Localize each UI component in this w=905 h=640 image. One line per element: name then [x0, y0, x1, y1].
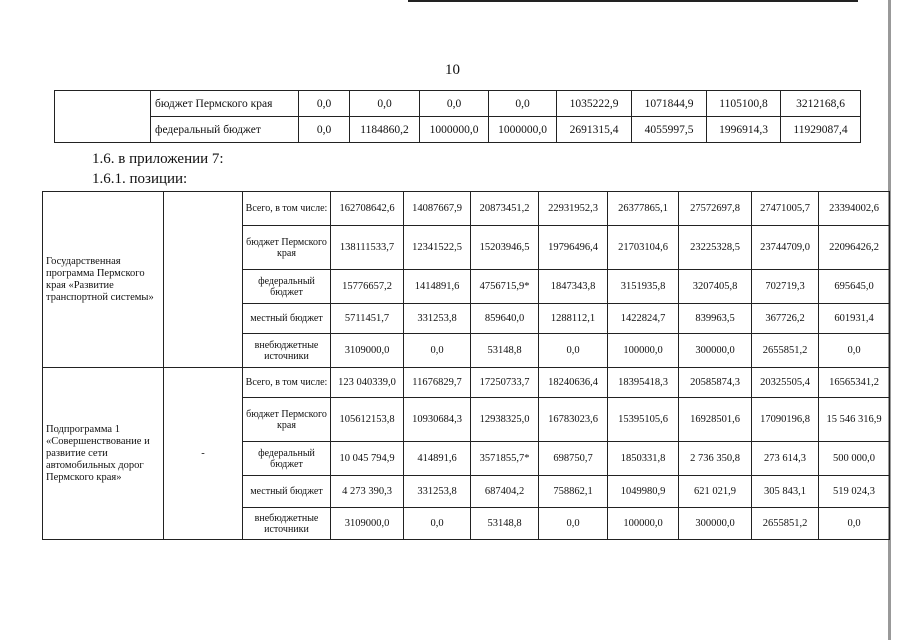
table-row [55, 91, 861, 117]
value-cell: 26377865,1 [608, 192, 679, 226]
value-cell: 1422824,7 [608, 304, 679, 334]
value-cell: 100000,0 [608, 334, 679, 368]
value-cell: 1288112,1 [539, 304, 608, 334]
program-funding-table [42, 191, 890, 540]
value-cell: 2 736 350,8 [679, 442, 752, 476]
value-cell: 20585874,3 [679, 368, 752, 398]
value-cell: 10 045 794,9 [331, 442, 404, 476]
category-cell: бюджет Пермского края [243, 226, 331, 270]
value-cell: 601931,4 [819, 304, 890, 334]
value-cell: 0,0 [299, 117, 350, 143]
value-cell: 758862,1 [539, 476, 608, 508]
value-cell: 0,0 [420, 91, 489, 117]
value-cell: 10930684,3 [404, 398, 471, 442]
value-cell: 3109000,0 [331, 334, 404, 368]
value-cell: 273 614,3 [752, 442, 819, 476]
category-cell: бюджет Пермского края [243, 398, 331, 442]
value-cell: 162708642,6 [331, 192, 404, 226]
value-cell: 0,0 [539, 334, 608, 368]
value-cell: 22931952,3 [539, 192, 608, 226]
value-cell: 1996914,3 [707, 117, 781, 143]
value-cell: 0,0 [404, 334, 471, 368]
table-row [43, 192, 890, 226]
value-cell: 1000000,0 [420, 117, 489, 143]
value-cell: 15776657,2 [331, 270, 404, 304]
value-cell: 23225328,5 [679, 226, 752, 270]
value-cell: 0,0 [350, 91, 420, 117]
value-cell: 17250733,7 [471, 368, 539, 398]
value-cell: 300000,0 [679, 334, 752, 368]
value-cell: 300000,0 [679, 508, 752, 540]
value-cell: 1035222,9 [557, 91, 632, 117]
value-cell: 105612153,8 [331, 398, 404, 442]
value-cell: 16928501,6 [679, 398, 752, 442]
value-cell: 0,0 [489, 91, 557, 117]
value-cell: 859640,0 [471, 304, 539, 334]
value-cell: 695645,0 [819, 270, 890, 304]
row-label: федеральный бюджет [151, 117, 299, 143]
value-cell: 367726,2 [752, 304, 819, 334]
value-cell: 4756715,9* [471, 270, 539, 304]
value-cell: 138111533,7 [331, 226, 404, 270]
value-cell: 0,0 [539, 508, 608, 540]
value-cell: 1071844,9 [632, 91, 707, 117]
value-cell: 20325505,4 [752, 368, 819, 398]
value-cell: 839963,5 [679, 304, 752, 334]
continued-budget-table [54, 90, 861, 143]
value-cell: 331253,8 [404, 304, 471, 334]
value-cell: 12341522,5 [404, 226, 471, 270]
program-name-cell: Государственная программа Пермского края «Развитие транспортной системы» [43, 192, 164, 368]
value-cell: 1184860,2 [350, 117, 420, 143]
subsection-heading: 1.6.1. позиции: [92, 171, 188, 187]
value-cell: 305 843,1 [752, 476, 819, 508]
value-cell: 16565341,2 [819, 368, 890, 398]
value-cell: 17090196,8 [752, 398, 819, 442]
value-cell: 14087667,9 [404, 192, 471, 226]
program-name-cell: Подпрограмма 1 «Совершенствование и развитие сети автомобильных дорог Пермского края» [43, 368, 164, 540]
value-cell: 20873451,2 [471, 192, 539, 226]
category-cell: местный бюджет [243, 476, 331, 508]
empty-cell [55, 91, 151, 143]
value-cell: 414891,6 [404, 442, 471, 476]
value-cell: 1847343,8 [539, 270, 608, 304]
value-cell: 19796496,4 [539, 226, 608, 270]
value-cell: 0,0 [404, 508, 471, 540]
value-cell: 23394002,6 [819, 192, 890, 226]
value-cell: 18240636,4 [539, 368, 608, 398]
page-number: 10 [445, 62, 460, 78]
value-cell: 22096426,2 [819, 226, 890, 270]
value-cell: 123 040339,0 [331, 368, 404, 398]
value-cell: 687404,2 [471, 476, 539, 508]
value-cell: 0,0 [819, 334, 890, 368]
value-cell: 2655851,2 [752, 334, 819, 368]
value-cell: 16783023,6 [539, 398, 608, 442]
value-cell: 621 021,9 [679, 476, 752, 508]
value-cell: 3207405,8 [679, 270, 752, 304]
category-cell: федеральный бюджет [243, 270, 331, 304]
marker-cell [164, 192, 243, 368]
value-cell: 3109000,0 [331, 508, 404, 540]
value-cell: 15203946,5 [471, 226, 539, 270]
value-cell: 702719,3 [752, 270, 819, 304]
category-cell: местный бюджет [243, 304, 331, 334]
value-cell: 2655851,2 [752, 508, 819, 540]
value-cell: 0,0 [299, 91, 350, 117]
marker-cell: - [164, 368, 243, 540]
value-cell: 53148,8 [471, 508, 539, 540]
value-cell: 12938325,0 [471, 398, 539, 442]
value-cell: 1850331,8 [608, 442, 679, 476]
value-cell: 1105100,8 [707, 91, 781, 117]
value-cell: 11929087,4 [781, 117, 861, 143]
value-cell: 1049980,9 [608, 476, 679, 508]
value-cell: 27572697,8 [679, 192, 752, 226]
value-cell: 15 546 316,9 [819, 398, 890, 442]
row-label: бюджет Пермского края [151, 91, 299, 117]
category-cell: внебюджетные источники [243, 508, 331, 540]
value-cell: 500 000,0 [819, 442, 890, 476]
value-cell: 4 273 390,3 [331, 476, 404, 508]
value-cell: 698750,7 [539, 442, 608, 476]
value-cell: 3571855,7* [471, 442, 539, 476]
value-cell: 3151935,8 [608, 270, 679, 304]
value-cell: 100000,0 [608, 508, 679, 540]
value-cell: 4055997,5 [632, 117, 707, 143]
table-row [55, 117, 861, 143]
value-cell: 1414891,6 [404, 270, 471, 304]
value-cell: 3212168,6 [781, 91, 861, 117]
category-cell: внебюджетные источники [243, 334, 331, 368]
top-edge-rule [408, 0, 858, 2]
value-cell: 331253,8 [404, 476, 471, 508]
value-cell: 15395105,6 [608, 398, 679, 442]
table-row [43, 368, 890, 398]
value-cell: 27471005,7 [752, 192, 819, 226]
value-cell: 21703104,6 [608, 226, 679, 270]
value-cell: 11676829,7 [404, 368, 471, 398]
category-cell: Всего, в том числе: [243, 368, 331, 398]
value-cell: 2691315,4 [557, 117, 632, 143]
value-cell: 519 024,3 [819, 476, 890, 508]
category-cell: Всего, в том числе: [243, 192, 331, 226]
section-heading: 1.6. в приложении 7: [92, 151, 224, 167]
category-cell: федеральный бюджет [243, 442, 331, 476]
value-cell: 53148,8 [471, 334, 539, 368]
value-cell: 1000000,0 [489, 117, 557, 143]
value-cell: 23744709,0 [752, 226, 819, 270]
value-cell: 5711451,7 [331, 304, 404, 334]
value-cell: 0,0 [819, 508, 890, 540]
value-cell: 18395418,3 [608, 368, 679, 398]
